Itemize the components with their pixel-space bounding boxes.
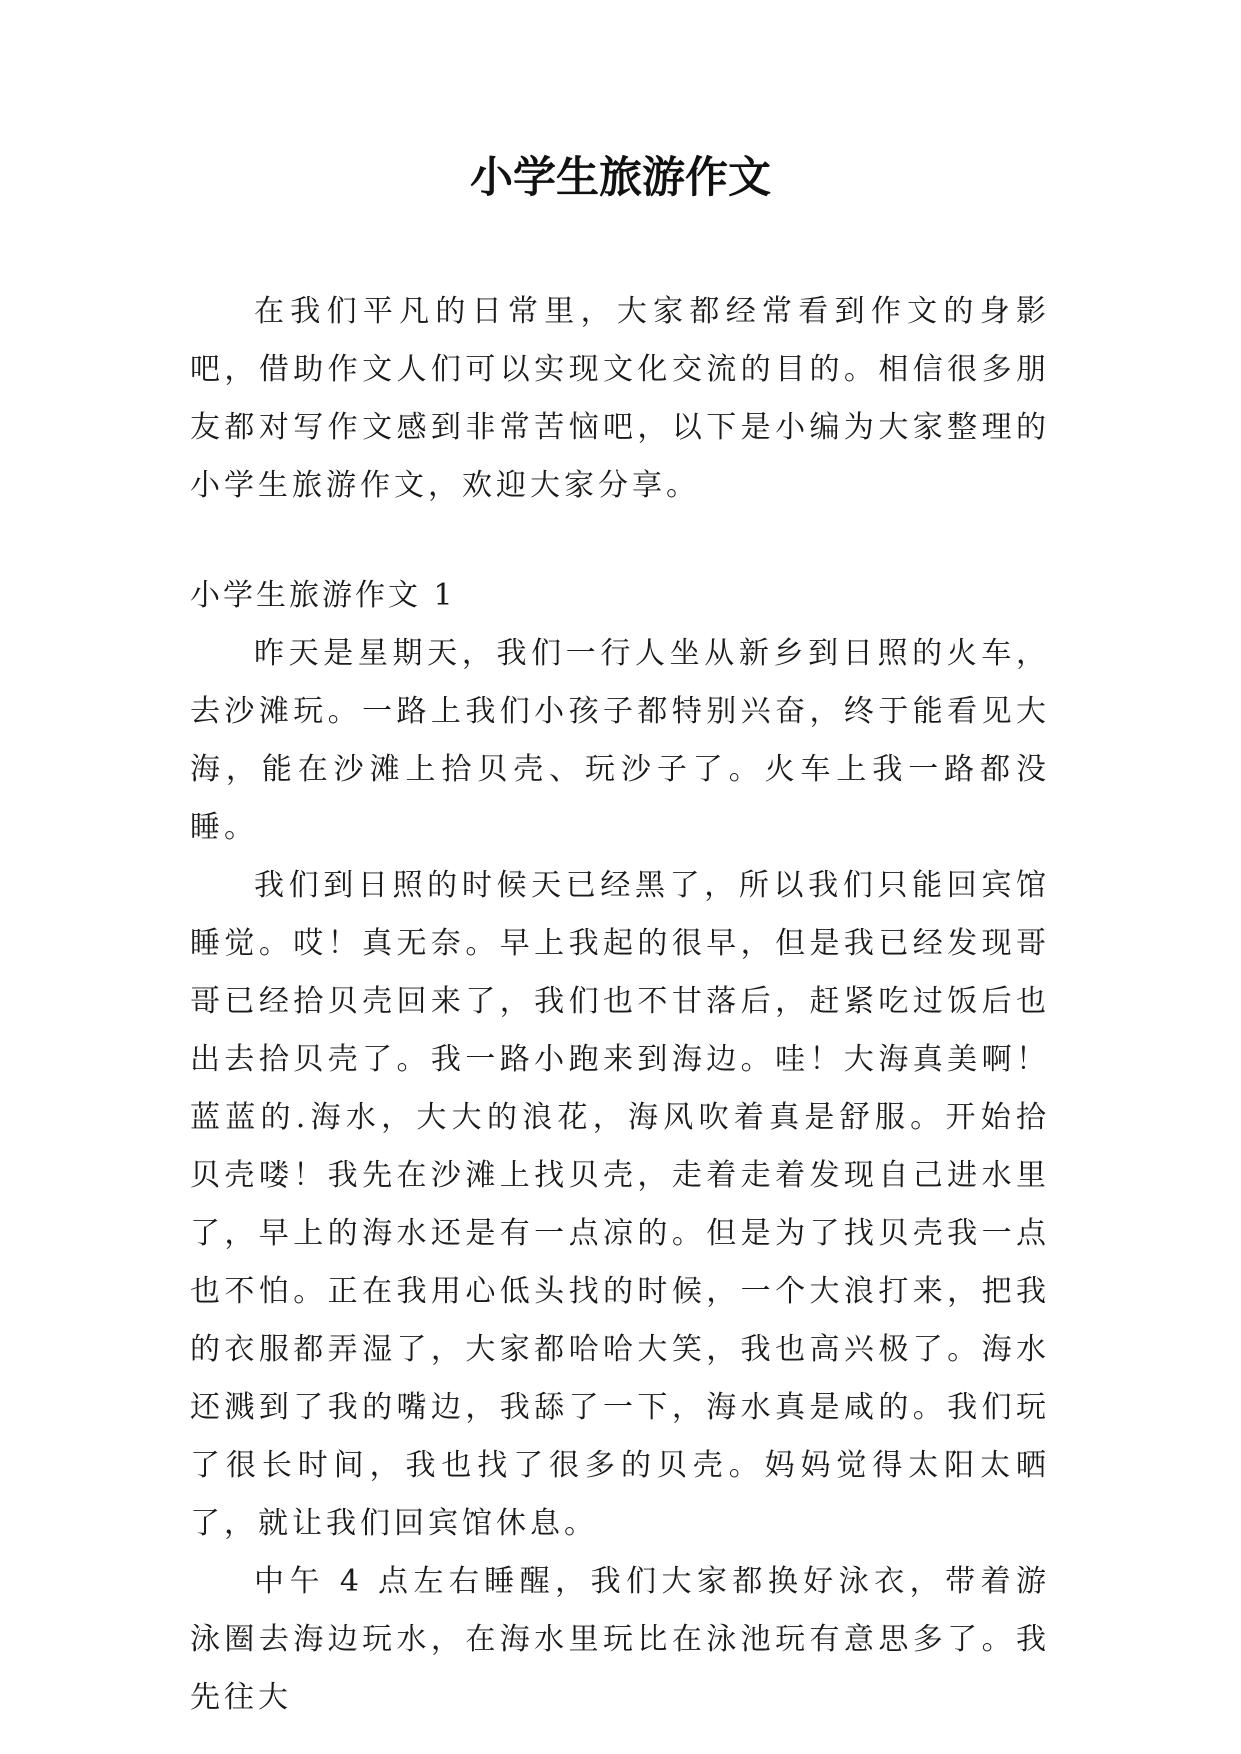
document-title: 小学生旅游作文 [470, 153, 771, 203]
intro-block [190, 283, 1050, 515]
section-heading: 小学生旅游作文 1 [190, 578, 456, 613]
essay-paragraph-1: 昨天是星期天，我们一行人坐从新乡到日照的火车，去沙滩玩。一路上我们小孩子都特别兴奋，终于能看见大海，能在沙滩上拾贝壳、玩沙子了。火车上我一路都没睡。 [190, 636, 1050, 845]
essay-block [190, 567, 1050, 1727]
intro-paragraph: 在我们平凡的日常里，大家都经常看到作文的身影吧，借助作文人们可以实现文化交流的目的。相信很多朋友都对写作文感到非常苦恼吧，以下是小编为大家整理的小学生旅游作文，欢迎大家分享。 [190, 294, 1050, 503]
essay-paragraph-2: 我们到日照的时候天已经黑了，所以我们只能回宾馆睡觉。哎！真无奈。早上我起的很早，但是我已经发现哥哥已经拾贝壳回来了，我们也不甘落后，赶紧吃过饭后也出去拾贝壳了。我一路小跑来到海边。哇！大海真美啊！蓝蓝的.海水，大大的浪花，海风吹着真是舒服。开始拾贝壳喽！我先在沙滩上找贝壳，走着走着发现自己进水里了，早上的海水还是有一点凉的。但是为了找贝壳我一点也不怕。正在我用心低头找的时候，一个大浪打来，把我的衣服都弄湿了，大家都哈哈大笑，我也高兴极了。海水还溅到了我的嘴边，我舔了一下，海水真是咸的。我们玩了很长时间，我也找了很多的贝壳。妈妈觉得太阳太晒了，就让我们回宾馆休息。 [190, 868, 1050, 1541]
essay-paragraph-3: 中午 4 点左右睡醒，我们大家都换好泳衣，带着游泳圈去海边玩水，在海水里玩比在泳池玩有意思多了。我先往大 [190, 1564, 1050, 1715]
